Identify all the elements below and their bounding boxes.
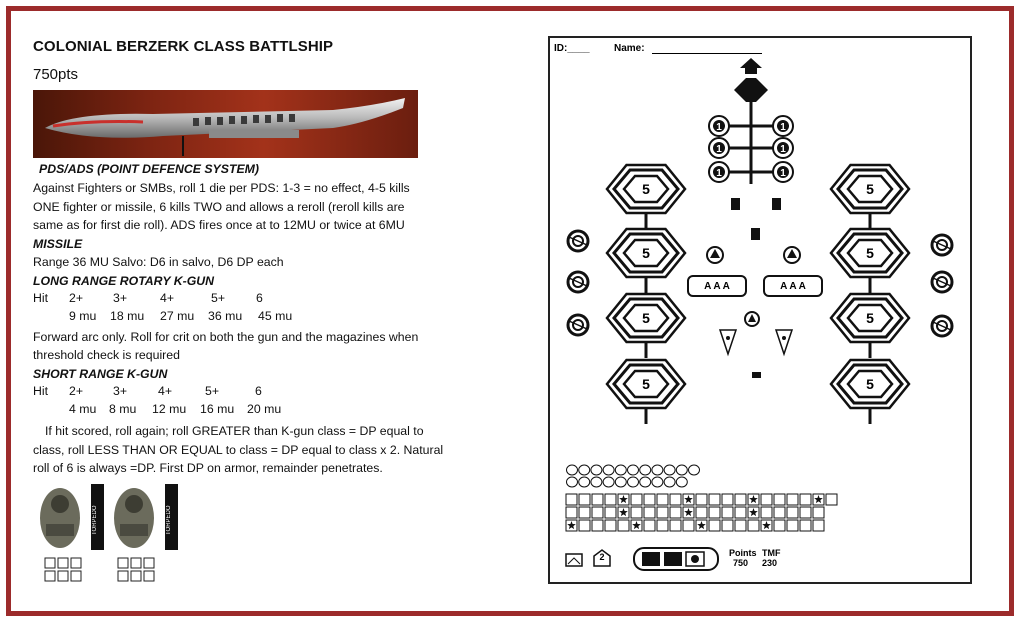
hull-box[interactable]	[644, 520, 655, 531]
hull-box[interactable]	[683, 520, 694, 531]
kgun-hex-value: 5	[866, 245, 874, 261]
hull-box[interactable]	[761, 507, 772, 518]
ship-points: 750pts	[33, 66, 79, 83]
kgun-hex-value: 5	[642, 310, 650, 326]
hull-box[interactable]	[605, 494, 616, 505]
srk-range-1: 4 mu	[69, 402, 97, 417]
hull-box[interactable]	[800, 507, 811, 518]
crew-oval[interactable]	[567, 477, 578, 487]
kgun-hex-value: 5	[866, 376, 874, 392]
crew-oval[interactable]	[579, 465, 590, 475]
crew-oval[interactable]	[676, 465, 687, 475]
defence-ring-icon	[932, 272, 952, 292]
ads-icon	[784, 247, 800, 263]
srk-hit-4: 5+	[205, 383, 220, 398]
lrk-gun-icon	[745, 312, 759, 326]
hull-box[interactable]	[579, 520, 590, 531]
hull-box[interactable]	[657, 507, 668, 518]
pd-circle[interactable]	[773, 162, 793, 182]
srk-gun-icon[interactable]	[720, 330, 736, 354]
defence-ring-icon	[932, 316, 952, 336]
lrk-heading: LONG RANGE ROTARY K-GUN	[33, 274, 215, 288]
missile-line: Range 36 MU Salvo: D6 in salvo, D6 DP each	[33, 255, 284, 270]
heading-marker	[734, 58, 768, 102]
fighter-launch-icon	[566, 554, 582, 566]
hull-box[interactable]	[735, 507, 746, 518]
srk-hit-label: Hit	[33, 383, 49, 398]
hull-box[interactable]	[605, 520, 616, 531]
svg-text:1: 1	[780, 168, 786, 179]
crew-oval[interactable]	[615, 477, 626, 487]
crew-oval[interactable]	[628, 477, 639, 487]
kgun-hex[interactable]	[831, 294, 909, 342]
hull-box[interactable]	[787, 507, 798, 518]
hull-box[interactable]	[657, 494, 668, 505]
hull-box[interactable]	[787, 494, 798, 505]
lrk-range-5: 45 mu	[258, 309, 293, 324]
hull-box[interactable]	[709, 494, 720, 505]
crew-oval[interactable]	[676, 477, 687, 487]
hull-box[interactable]	[722, 520, 733, 531]
hull-box[interactable]	[631, 494, 642, 505]
sensor-icon	[752, 372, 761, 378]
hull-box[interactable]	[592, 520, 603, 531]
crew-oval[interactable]	[591, 465, 602, 475]
squadron-1-boxes	[45, 558, 81, 581]
crew-oval[interactable]	[664, 477, 675, 487]
thrust-value: 2	[599, 552, 605, 562]
kgun-hex-value: 5	[866, 181, 874, 197]
defence-ring-icon	[568, 231, 588, 251]
points-value: 750	[733, 558, 749, 568]
hull-box[interactable]	[761, 494, 772, 505]
kgun-hex[interactable]	[831, 360, 909, 408]
crew-oval[interactable]	[603, 465, 614, 475]
srk-hit-2: 3+	[113, 383, 128, 398]
defence-ring-icon	[568, 272, 588, 292]
lrk-note-1: Forward arc only. Roll for crit on both the gun and the magazines when	[33, 329, 419, 344]
hull-box[interactable]	[748, 520, 759, 531]
lrk-note-2: threshold check is required	[33, 348, 180, 363]
crew-oval[interactable]	[567, 465, 578, 475]
pd-circle[interactable]	[773, 138, 793, 158]
ssd-diagram	[550, 38, 970, 582]
defence-ring-icon	[932, 235, 952, 255]
svg-text:1: 1	[716, 122, 722, 133]
lrk-hit-1: 2+	[69, 290, 84, 305]
svg-text:1: 1	[780, 144, 786, 155]
srk-note-3: roll of 6 is always =DP. First DP on armor, remainder penetrates.	[33, 461, 383, 476]
hull-box[interactable]	[592, 507, 603, 518]
magazine-icon	[751, 228, 760, 240]
kgun-hex[interactable]	[607, 165, 685, 213]
missile-aaa-right: A A A	[780, 281, 806, 292]
pds-line-3: same as for first die roll). ADS fires once at to 12MU or twice at 6MU	[33, 218, 405, 233]
lrk-hit-3: 4+	[160, 290, 175, 305]
hull-box[interactable]	[696, 494, 707, 505]
hull-box[interactable]	[579, 507, 590, 518]
hull-box[interactable]	[644, 507, 655, 518]
ads-icon	[707, 247, 723, 263]
defence-ring-icon	[568, 315, 588, 335]
hull-box[interactable]	[800, 494, 811, 505]
shield-icon	[664, 552, 682, 566]
torpedo-label-2: TORPEDO	[166, 505, 172, 535]
kgun-hex[interactable]	[607, 360, 685, 408]
hull-box[interactable]	[670, 507, 681, 518]
torpedo-label-1: TORPEDO	[92, 505, 98, 535]
lrk-range-3: 27 mu	[160, 309, 195, 324]
hull-box[interactable]	[774, 507, 785, 518]
srk-hit-1: 2+	[69, 383, 84, 398]
srk-note-1: If hit scored, roll again; roll GREATER than K-gun class = DP equal to	[45, 424, 424, 438]
svg-text:1: 1	[780, 122, 786, 133]
hull-box[interactable]	[644, 494, 655, 505]
hull-box[interactable]	[696, 507, 707, 518]
squadron-2-boxes	[118, 558, 154, 581]
hull-box[interactable]	[735, 520, 746, 531]
svg-text:1: 1	[716, 144, 722, 155]
srk-range-2: 8 mu	[109, 402, 137, 417]
kgun-hex[interactable]	[831, 229, 909, 277]
lrk-range-2: 18 mu	[110, 309, 145, 324]
hull-box[interactable]	[605, 507, 616, 518]
hull-box[interactable]	[735, 494, 746, 505]
hull-box[interactable]	[670, 494, 681, 505]
crew-oval[interactable]	[579, 477, 590, 487]
hull-box[interactable]	[709, 507, 720, 518]
hull-box[interactable]	[722, 507, 733, 518]
hull-box[interactable]	[800, 520, 811, 531]
kgun-hex-value: 5	[642, 181, 650, 197]
crew-oval[interactable]	[615, 465, 626, 475]
name-field-label: Name:	[614, 43, 645, 54]
svg-text:1: 1	[716, 168, 722, 179]
hull-box[interactable]	[566, 494, 577, 505]
pds-line-2: ONE fighter or missile, 6 kills TWO and allows a reroll (reroll kills are	[33, 199, 405, 214]
hull-box[interactable]	[813, 520, 824, 531]
hull-box[interactable]	[722, 494, 733, 505]
ship-record-sheet	[548, 36, 972, 584]
crew-oval[interactable]	[640, 477, 651, 487]
srk-range-4: 16 mu	[200, 402, 235, 417]
hull-box[interactable]	[618, 520, 629, 531]
srk-range-5: 20 mu	[247, 402, 282, 417]
pds-heading: PDS/ADS (POINT DEFENCE SYSTEM)	[39, 162, 259, 176]
crew-oval[interactable]	[603, 477, 614, 487]
missile-aaa-left: A A A	[704, 281, 730, 292]
hull-box[interactable]	[670, 520, 681, 531]
ship-image	[33, 90, 418, 158]
tmf-label: TMF	[762, 548, 781, 558]
ftl-icon	[642, 552, 660, 566]
hull-box[interactable]	[709, 520, 720, 531]
hull-box[interactable]	[826, 494, 837, 505]
kgun-hex[interactable]	[831, 165, 909, 213]
crew-oval[interactable]	[591, 477, 602, 487]
magazine-icon	[772, 198, 781, 210]
lrk-range-4: 36 mu	[208, 309, 243, 324]
battleship-illustration	[33, 90, 418, 158]
hull-box[interactable]	[631, 507, 642, 518]
kgun-hex[interactable]	[607, 294, 685, 342]
kgun-hex-value: 5	[642, 245, 650, 261]
crew-oval[interactable]	[628, 465, 639, 475]
id-field-label: ID:____	[554, 43, 590, 54]
crew-oval[interactable]	[652, 477, 663, 487]
ship-title: COLONIAL BERZERK CLASS BATTLSHIP	[33, 38, 334, 55]
lrk-hit-2: 3+	[113, 290, 128, 305]
pd-circle[interactable]	[773, 116, 793, 136]
lrk-range-1: 9 mu	[69, 309, 97, 324]
srk-range-3: 12 mu	[152, 402, 187, 417]
pd-circle[interactable]	[709, 138, 729, 158]
srk-hit-3: 4+	[158, 383, 173, 398]
lrk-hit-4: 5+	[211, 290, 226, 305]
srk-note-2: class, roll LESS THAN OR EQUAL to class = DP equal to class x 2. Natural	[33, 442, 444, 457]
pd-circle[interactable]	[709, 116, 729, 136]
crew-oval[interactable]	[664, 465, 675, 475]
hull-box[interactable]	[566, 507, 577, 518]
hull-box[interactable]	[579, 494, 590, 505]
hull-box[interactable]	[657, 520, 668, 531]
srk-heading: SHORT RANGE K-GUN	[33, 367, 168, 381]
srk-hit-5: 6	[255, 383, 262, 398]
tmf-value: 230	[762, 558, 778, 568]
kgun-hex[interactable]	[607, 229, 685, 277]
lrk-hit-label: Hit	[33, 290, 49, 305]
lrk-hit-5: 6	[256, 290, 263, 305]
kgun-hex-value: 5	[642, 376, 650, 392]
crew-oval[interactable]	[689, 465, 700, 475]
hull-box[interactable]	[787, 520, 798, 531]
kgun-hex-value: 5	[866, 310, 874, 326]
points-label: Points	[729, 548, 757, 558]
hull-box[interactable]	[774, 494, 785, 505]
hull-box[interactable]	[774, 520, 785, 531]
crew-oval[interactable]	[652, 465, 663, 475]
crew-oval[interactable]	[640, 465, 651, 475]
magazine-icon	[731, 198, 740, 210]
hull-box[interactable]	[592, 494, 603, 505]
pd-circle[interactable]	[709, 162, 729, 182]
hull-box[interactable]	[813, 507, 824, 518]
srk-gun-icon[interactable]	[776, 330, 792, 354]
missile-heading: MISSILE	[33, 236, 83, 251]
pds-line-1: Against Fighters or SMBs, roll 1 die per PDS: 1-3 = no effect, 4-5 kills	[33, 181, 410, 195]
